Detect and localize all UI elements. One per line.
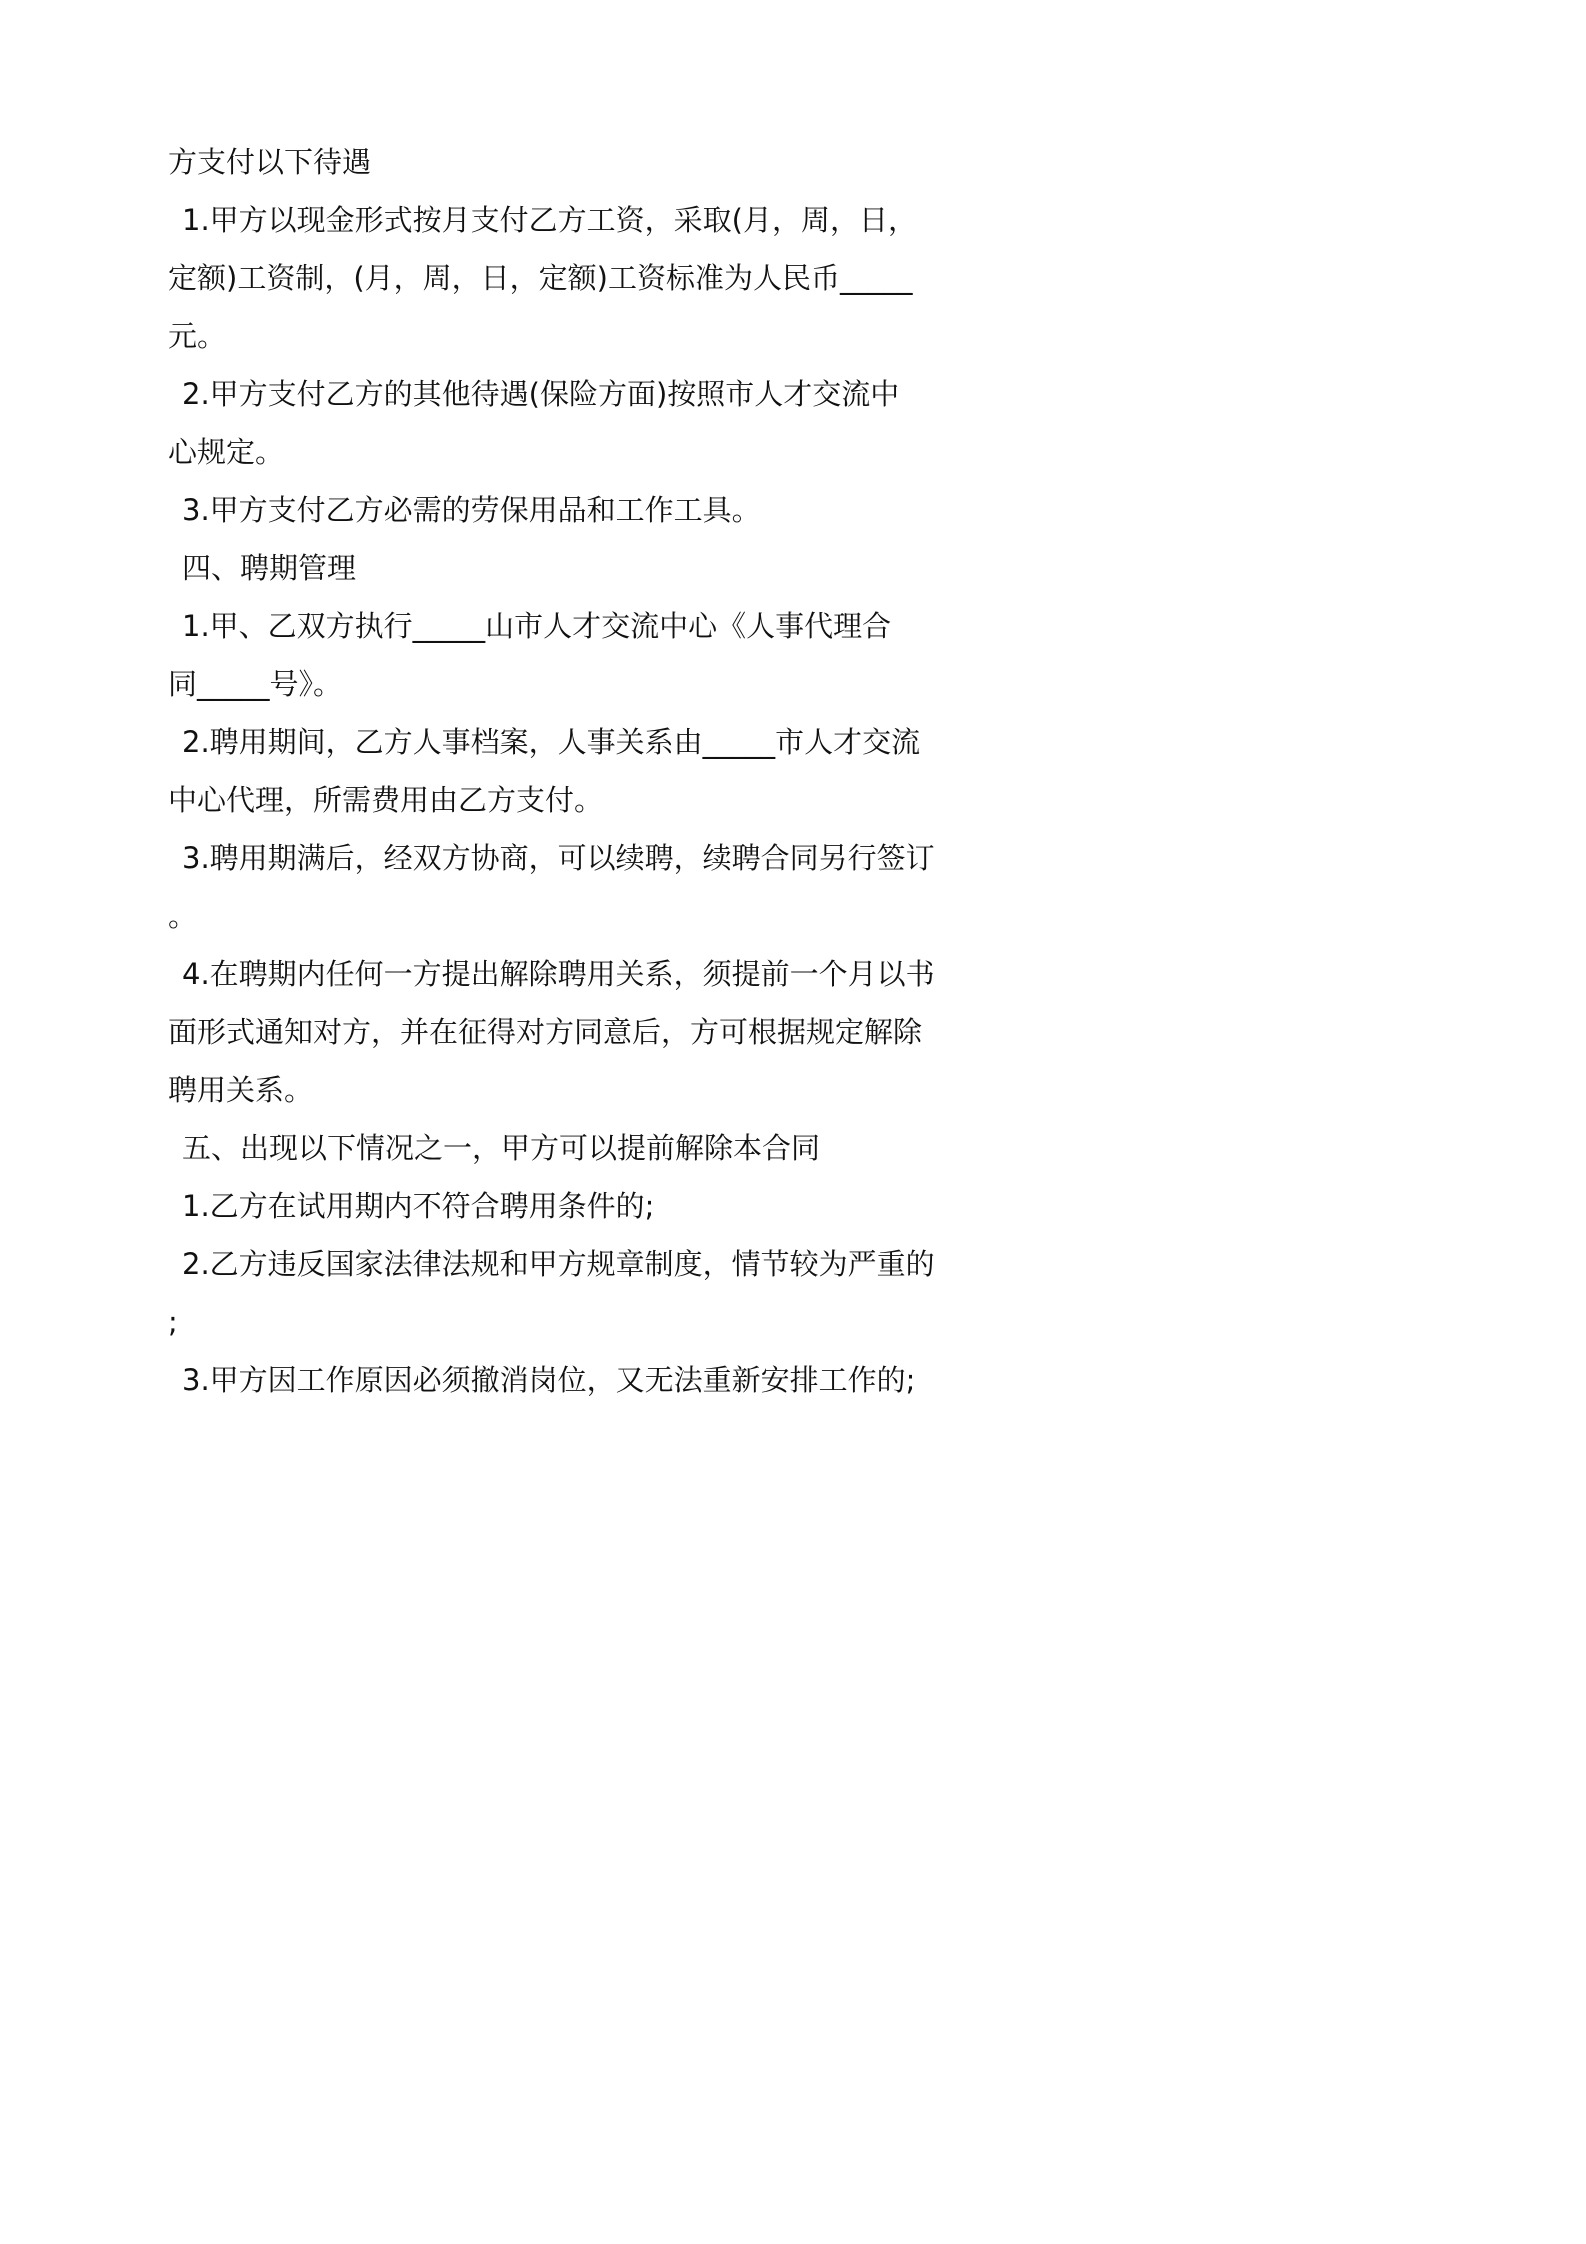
text-line: ; (168, 1305, 178, 1339)
section-heading: 四、聘期管理 (182, 551, 357, 585)
text-line: 3.聘用期满后，经双方协商，可以续聘，续聘合同另行签订 (182, 841, 935, 875)
text-line: 同_____号》。 (168, 667, 343, 701)
text-line: 3.甲方因工作原因必须撤消岗位，又无法重新安排工作的; (182, 1363, 916, 1397)
text-line: 2.乙方违反国家法律法规和甲方规章制度，情节较为严重的 (182, 1247, 935, 1281)
text-line: 2.甲方支付乙方的其他待遇(保险方面)按照市人才交流中 (182, 377, 900, 411)
text-line: 4.在聘期内任何一方提出解除聘用关系，须提前一个月以书 (182, 957, 935, 991)
text-line: 面形式通知对方，并在征得对方同意后，方可根据规定解除 (168, 1015, 923, 1049)
text-line: 心规定。 (168, 435, 285, 469)
text-line: 方支付以下待遇 (168, 145, 372, 179)
text-line: 中心代理，所需费用由乙方支付。 (168, 783, 604, 817)
text-line: 1.甲、乙双方执行_____山市人才交流中心《人事代理合 (182, 609, 892, 643)
section-heading: 五、出现以下情况之一，甲方可以提前解除本合同 (182, 1131, 821, 1165)
text-line: 定额)工资制，(月，周，日，定额)工资标准为人民币_____ (168, 261, 913, 295)
document-page (0, 0, 1098, 1555)
text-line: 。 (168, 899, 198, 933)
text-line: 聘用关系。 (168, 1073, 314, 1107)
text-line: 元。 (168, 319, 227, 353)
text-line: 3.甲方支付乙方必需的劳保用品和工作工具。 (182, 493, 761, 527)
text-line: 1.甲方以现金形式按月支付乙方工资，采取(月，周，日， (182, 203, 917, 237)
text-line: 1.乙方在试用期内不符合聘用条件的; (182, 1189, 655, 1223)
text-line: 2.聘用期间，乙方人事档案，人事关系由_____市人才交流 (182, 725, 921, 759)
document-body (168, 133, 942, 1409)
